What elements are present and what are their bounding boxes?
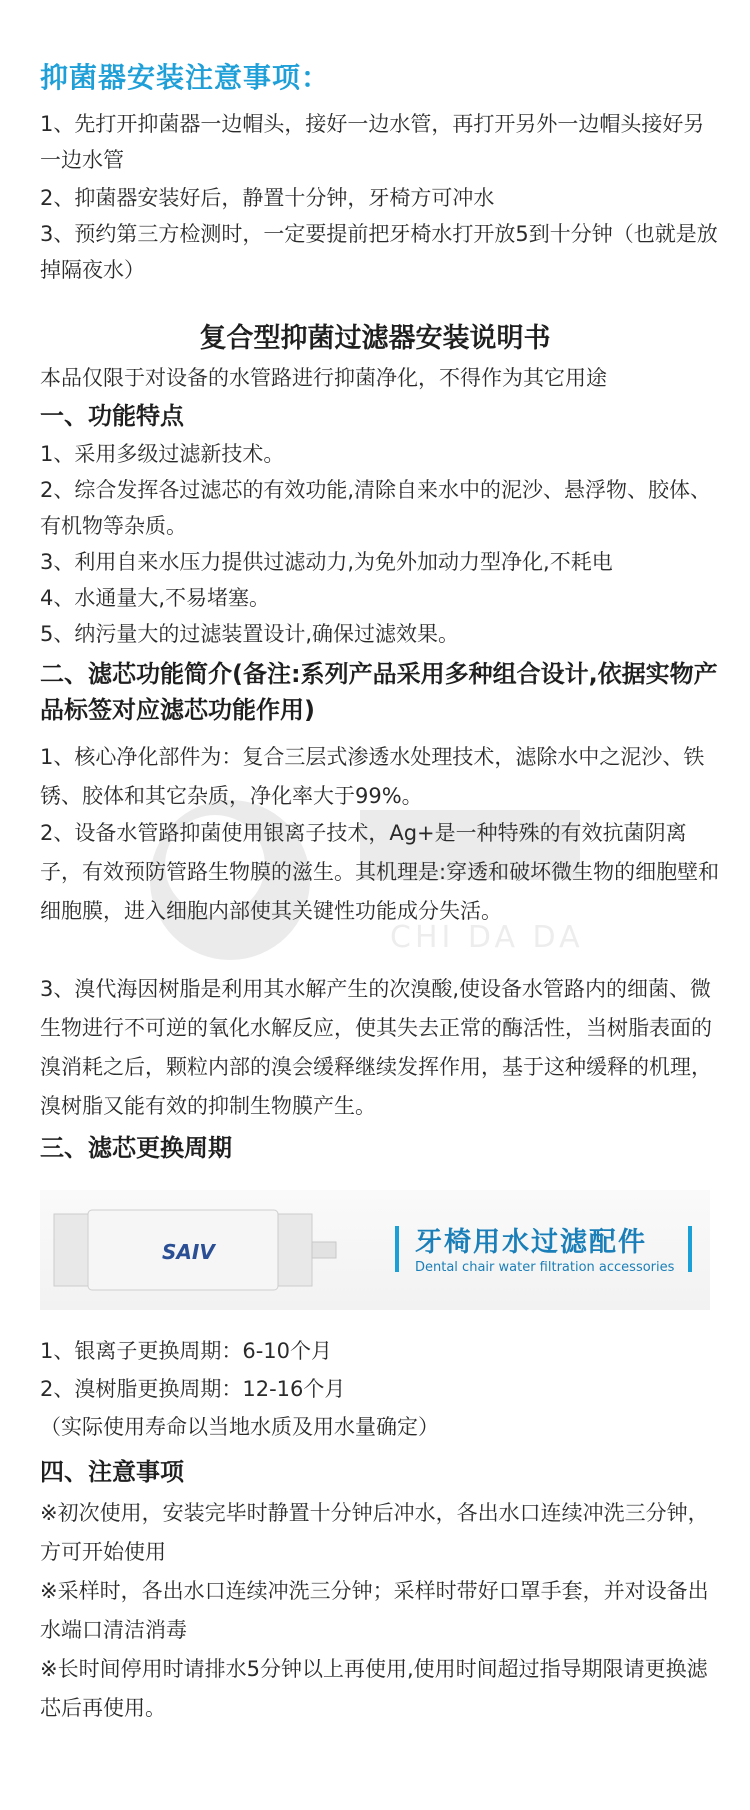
notice-item-1: 1、先打开抑菌器一边帽头，接好一边水管，再打开另外一边帽头接好另一边水管 <box>40 112 705 172</box>
product-image <box>40 1190 710 1310</box>
cycle-item-2: 2、溴树脂更换周期：12-16个月 <box>40 1377 346 1401</box>
feature-item-1: 1、采用多级过滤新技术。 <box>40 442 285 466</box>
notes-heading: 四、注意事项 <box>40 1458 184 1486</box>
notice-title: 抑菌器安装注意事项： <box>40 61 331 94</box>
cartridge-heading: 二、滤芯功能简介(备注:系列产品采用多种组合设计,依据实物产品标签对应滤芯功能作用) <box>40 660 718 724</box>
notes-item-2: ※采样时，各出水口连续冲洗三分钟；采样时带好口罩手套，并对设备出水端口清洁消毒 <box>40 1579 709 1642</box>
cartridge-item-1: 1、核心净化部件为：复合三层式渗透水处理技术，滤除水中之泥沙、铁锈、胶体和其它杂质，净化率大于99%。 <box>40 745 705 808</box>
manual-title: 复合型抑菌过滤器安装说明书 <box>199 323 551 354</box>
brand-logo: SAIV <box>162 1240 215 1264</box>
feature-item-5: 5、纳污量大的过滤装置设计,确保过滤效果。 <box>40 622 460 646</box>
notes-item-3: ※长时间停用时请排水5分钟以上再使用,使用时间超过指导期限请更换滤芯后再使用。 <box>40 1657 708 1720</box>
feature-item-2: 2、综合发挥各过滤芯的有效功能,清除自来水中的泥沙、悬浮物、胶体、有机物等杂质。 <box>40 478 712 538</box>
cartridge-item-2: 2、设备水管路抑菌使用银离子技术，Ag+是一种特殊的有效抗菌阴离子，有效预防管路生物膜的滋生。其机理是:穿透和破坏微生物的细胞壁和细胞膜，进入细胞内部使其关键性功能成分失活。 <box>40 821 720 923</box>
feature-item-3: 3、利用自来水压力提供过滤动力,为免外加动力型净化,不耗电 <box>40 550 613 574</box>
cycle-item-1: 1、银离子更换周期：6-10个月 <box>40 1339 333 1363</box>
notice-item-3: 3、预约第三方检测时，一定要提前把牙椅水打开放5到十分钟（也就是放掉隔夜水） <box>40 222 718 282</box>
product-label: 牙椅用水过滤配件 <box>415 1227 647 1258</box>
notes-item-1: ※初次使用，安装完毕时静置十分钟后冲水，各出水口连续冲洗三分钟，方可开始使用 <box>40 1501 709 1564</box>
left-accent-bar <box>395 1226 399 1272</box>
notice-item-2: 2、抑菌器安装好后，静置十分钟，牙椅方可冲水 <box>40 186 495 210</box>
product-sub-label: Dental chair water filtration accessories <box>415 1260 675 1275</box>
cycle-heading: 三、滤芯更换周期 <box>40 1134 232 1162</box>
cartridge-item-3: 3、溴代海因树脂是利用其水解产生的次溴酸,使设备水管路内的细菌、微生物进行不可逆的氧化水解反应，使其失去正常的酶活性，当树脂表面的溴消耗之后，颗粒内部的溴会缓释继续发挥作用，基于这种缓释的机理，溴树脂又能有效的抑制生物膜产生。 <box>40 977 712 1118</box>
cycle-item-3: （实际使用寿命以当地水质及用水量确定） <box>40 1415 439 1439</box>
right-accent-bar <box>688 1226 692 1272</box>
feature-item-4: 4、水通量大,不易堵塞。 <box>40 586 271 610</box>
watermark-text: CHI DA DA <box>390 920 584 955</box>
manual-intro: 本品仅限于对设备的水管路进行抑菌净化，不得作为其它用途 <box>40 366 607 390</box>
features-heading: 一、功能特点 <box>40 402 184 430</box>
